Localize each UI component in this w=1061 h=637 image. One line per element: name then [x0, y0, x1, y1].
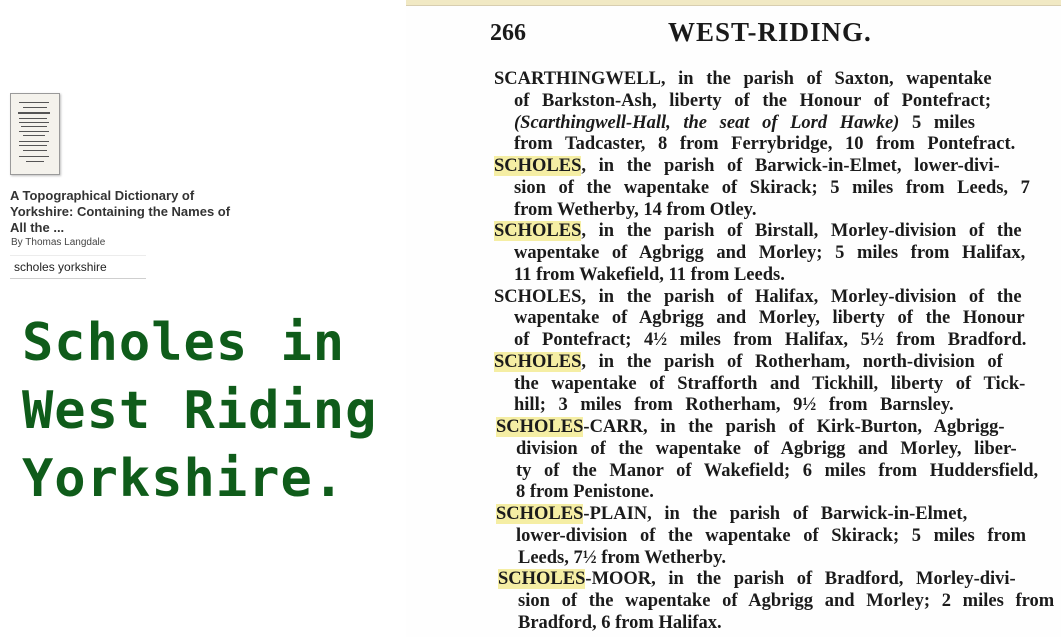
entry-line: [514, 112, 975, 134]
entry-line: [494, 155, 1000, 177]
entry-text: SCHOLES, in the parish of Halifax, Morley-division of the: [494, 286, 1022, 307]
entry-text: , in the parish of Birstall, Morley-division of the: [581, 221, 1022, 242]
entry-text: from Wetherby, 14 from Otley.: [514, 199, 757, 220]
entry-line: [518, 590, 1054, 612]
entry-line: [496, 503, 967, 525]
entry-line: [516, 438, 1017, 460]
entry-line: [514, 177, 1030, 199]
search-highlight: SCHOLES: [494, 156, 582, 176]
entry-text: , in the parish of Barwick-in-Elmet, lower-divi-: [581, 156, 1000, 176]
entry-line: [498, 568, 1016, 590]
entry-text: sion of the wapentake of Agbrigg and Morley; 2 miles from: [518, 591, 1055, 611]
entry-text: hill; 3 miles from Rotherham, 9½ from Barnsley.: [514, 395, 954, 416]
entry-text: -CARR, in the parish of Kirk-Burton, Agbrigg-: [583, 417, 1005, 437]
book-title-link[interactable]: A Topographical Dictionary of Yorkshire: Containing the Names of All the ...: [10, 188, 231, 235]
entry-text: SCARTHINGWELL, in the parish of Saxton, wapentake: [494, 69, 992, 89]
entry-line: [516, 525, 1026, 547]
search-highlight: SCHOLES: [496, 417, 584, 437]
entry-text: wapentake of Agbrigg and Morley; 5 miles from Halifax,: [514, 243, 1026, 263]
entry-text: the wapentake of Strafforth and Tickhill, liberty of Tick-: [514, 373, 1026, 394]
search-highlight: SCHOLES: [494, 351, 582, 372]
entry-text: division of the wapentake of Agbrigg and Morley, liber-: [516, 438, 1017, 459]
entry-text: wapentake of Agbrigg and Morley, liberty of the Honour: [514, 308, 1025, 329]
entry-line: [516, 481, 654, 503]
entry-line: [514, 133, 1015, 155]
page-top-border: [406, 0, 1061, 6]
entry-text: -PLAIN, in the parish of Barwick-in-Elmet,: [583, 504, 968, 524]
search-highlight: SCHOLES: [496, 504, 584, 524]
search-in-book-input[interactable]: [10, 255, 146, 279]
entry-text: Leeds, 7½ from Wetherby.: [518, 547, 726, 568]
entry-line: [514, 90, 991, 112]
entry-text: , in the parish of Rotherham, north-division of: [581, 351, 1003, 372]
entry-line: [494, 220, 1022, 242]
page-number: 266: [490, 20, 526, 46]
book-author: By Thomas Langdale: [11, 237, 106, 248]
entry-line: [518, 612, 722, 634]
entry-line: [514, 242, 1025, 264]
book-cover-thumbnail[interactable]: [10, 93, 60, 175]
page-header: WEST-RIDING.: [668, 17, 872, 47]
book-page-scan: [406, 0, 1061, 637]
entry-line: [514, 394, 954, 416]
book-info-panel: [0, 0, 406, 637]
entry-line: [514, 329, 1026, 351]
entry-text: (Scarthingwell-Hall, the seat of Lord Hawke): [514, 112, 900, 133]
entry-line: [514, 373, 1025, 395]
entry-line: [514, 307, 1025, 329]
entry-line: [494, 68, 992, 90]
entry-text: 8 from Penistone.: [516, 482, 654, 503]
entry-text: lower-division of the wapentake of Skirack; 5 miles from: [516, 525, 1027, 546]
entry-line: [494, 286, 1022, 308]
entry-line: [496, 416, 1005, 438]
caption-text: Scholes in West Riding Yorkshire.: [22, 313, 378, 509]
entry-line: [494, 351, 1003, 373]
entry-text: sion of the wapentake of Skirack; 5 miles from Leeds, 7: [514, 177, 1030, 198]
entry-text: of Barkston-Ash, liberty of the Honour of Pontefract;: [514, 90, 992, 111]
entry-text: -MOOR, in the parish of Bradford, Morley-divi-: [585, 569, 1016, 590]
entry-line: [516, 460, 1038, 482]
entry-text: 5 miles: [899, 112, 975, 133]
entry-text: from Tadcaster, 8 from Ferrybridge, 10 from Pontefract.: [514, 134, 1016, 155]
search-highlight: SCHOLES: [494, 221, 582, 242]
search-highlight: SCHOLES: [498, 569, 586, 590]
entry-text: Bradford, 6 from Halifax.: [518, 612, 722, 633]
entry-text: of Pontefract; 4½ miles from Halifax, 5½ from Bradford.: [514, 330, 1027, 350]
entry-line: [518, 547, 726, 569]
entry-text: ty of the Manor of Wakefield; 6 miles from Huddersfield,: [516, 460, 1039, 481]
entry-line: [514, 264, 785, 286]
entry-text: 11 from Wakefield, 11 from Leeds.: [514, 264, 785, 285]
entry-line: [514, 199, 757, 221]
